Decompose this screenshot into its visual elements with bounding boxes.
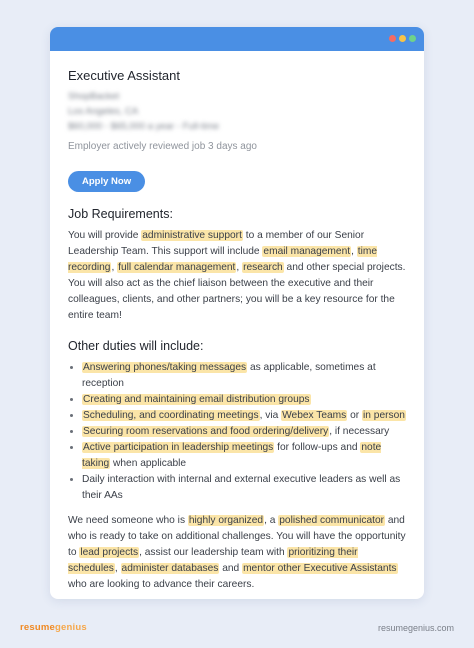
highlighted-skill: Scheduling, and coordinating meetings: [83, 410, 259, 421]
text: who are looking to advance their careers.: [68, 579, 255, 590]
highlighted-skill: polished communicator: [279, 515, 385, 526]
highlighted-skill: mentor other Executive Assistants: [243, 563, 397, 574]
highlighted-skill: Active participation in leadership meetings: [83, 442, 274, 453]
apply-now-button[interactable]: Apply Now: [68, 171, 145, 192]
requirements-paragraph: [68, 228, 406, 324]
highlighted-skill: highly organized: [188, 515, 264, 526]
list-item: [82, 472, 406, 504]
text: You will provide: [68, 230, 142, 241]
site-link[interactable]: resumegenius.com: [377, 623, 454, 633]
text: to a member of our Senior Leadership Team. This support will include: [68, 230, 365, 257]
text: ,: [114, 563, 121, 574]
text: as applicable, sometimes at reception: [82, 362, 376, 389]
text: and: [219, 563, 243, 574]
text: , assist our leadership team with: [139, 547, 288, 558]
text: Daily interaction with internal and external executive leaders as well as their AAs: [82, 474, 401, 501]
highlighted-skill: Creating and maintaining email distribution groups: [83, 394, 310, 405]
logo-text-resume: resume: [20, 622, 55, 633]
company-name: ShopBacket: [68, 91, 120, 102]
highlighted-skill: administer databases: [121, 563, 219, 574]
highlighted-skill: administrative support: [142, 230, 242, 241]
highlighted-skill: research: [243, 262, 283, 273]
window-dots: [389, 35, 416, 42]
text: and who is ready to take on additional challenges. You will have the opportunity to: [68, 515, 406, 558]
text: We need someone who is: [68, 515, 188, 526]
job-title: Executive Assistant: [68, 68, 180, 83]
resume-genius-logo[interactable]: [20, 622, 87, 633]
text: when applicable: [110, 458, 187, 469]
text: and other special projects. You will also act as the chief liaison between the executive and their colleagues, clients, and other partners; you will be a key resource for the entire team!: [68, 262, 406, 321]
text: , if necessary: [329, 426, 390, 437]
salary-info: $60,000 - $65,000 a year - Full-time: [68, 121, 220, 132]
highlighted-skill: Webex Teams: [282, 410, 347, 421]
list-item: [82, 408, 406, 424]
requirements-heading: Job Requirements:: [68, 207, 173, 221]
highlighted-skill: note taking: [82, 442, 382, 469]
closing-paragraph: [68, 513, 406, 593]
highlighted-skill: prioritizing their schedules: [68, 547, 358, 574]
text: ,: [351, 246, 357, 257]
yellow-dot-icon: [399, 35, 406, 42]
highlighted-skill: lead projects: [80, 547, 139, 558]
list-item: [82, 440, 406, 472]
reviewed-status: Employer actively reviewed job 3 days ago: [68, 141, 257, 152]
highlighted-skill: Answering phones/taking messages: [83, 362, 247, 373]
highlighted-skill: in person: [363, 410, 405, 421]
text: ,: [236, 262, 243, 273]
card-header-bar: [50, 27, 424, 51]
list-item: [82, 424, 406, 440]
text: , a: [264, 515, 279, 526]
green-dot-icon: [409, 35, 416, 42]
text: or: [347, 410, 363, 421]
red-dot-icon: [389, 35, 396, 42]
logo-text-genius: genius: [55, 622, 87, 633]
highlighted-skill: full calendar management: [118, 262, 236, 273]
duties-heading: Other duties will include:: [68, 339, 204, 353]
list-item: [82, 360, 406, 392]
text: ,: [111, 262, 118, 273]
card-content: [50, 51, 424, 593]
job-location: Los Angeles, CA: [68, 106, 139, 117]
text: , via: [259, 410, 282, 421]
duties-list: [68, 360, 406, 504]
page-footer: [0, 610, 474, 648]
job-posting-card: [50, 27, 424, 599]
highlighted-skill: Securing room reservations and food ordering/delivery: [83, 426, 329, 437]
list-item: [82, 392, 406, 408]
job-meta-blurred: [68, 89, 406, 134]
text: for follow-ups and: [274, 442, 361, 453]
highlighted-skill: email management: [263, 246, 351, 257]
highlighted-skill: time recording: [68, 246, 377, 273]
